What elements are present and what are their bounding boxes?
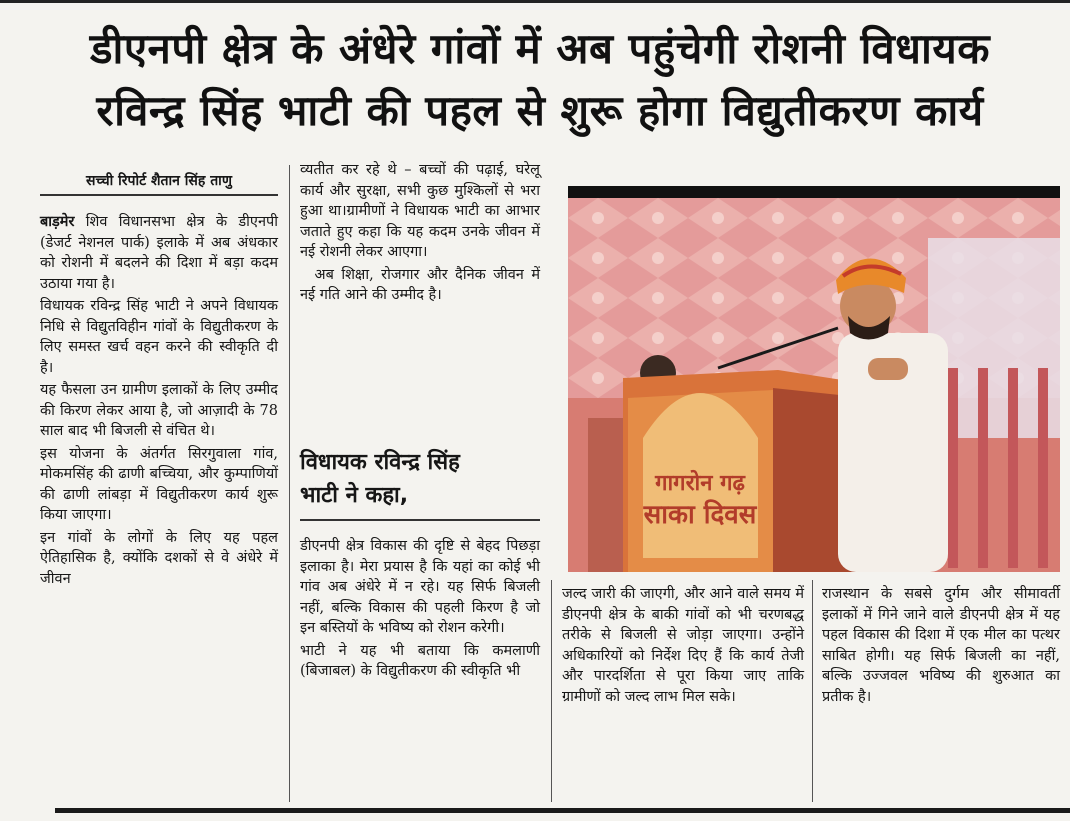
bottom-rule <box>55 808 1070 813</box>
column-divider-3 <box>812 580 813 802</box>
photo-illustration <box>568 198 1060 572</box>
col2-para-1: व्यतीत कर रहे थे – बच्चों की पढ़ाई, घरेलू कार्य और सुरक्षा, सभी कुछ मुश्किलों से भरा हुआ था।ग्रामीणों ने विधायक भाटी का आभार जताते हुए कहा कि यह कदम उनके जीवन में नई रोशनी लेकर आएगा। <box>300 162 540 260</box>
top-rule <box>0 0 1070 3</box>
subheading-rule <box>300 519 540 521</box>
subheading-line-2: भाटी ने कहा, <box>300 483 409 508</box>
news-photo <box>568 186 1060 572</box>
col2-para-2: अब शिक्षा, रोजगार और दैनिक जीवन में नई गति आने की उम्मीद है। <box>300 266 540 303</box>
column-4 <box>822 584 1060 709</box>
col2-para-4: भाटी ने यह भी बताया कि कमलाणी (बिजाबल) के विद्युतीकरण की स्वीकृति भी <box>300 642 540 679</box>
column-divider-2 <box>551 580 552 802</box>
headline-line-2: रविन्द्र सिंह भाटी की पहल से शुरू होगा विद्युतीकरण कार्य <box>96 86 984 135</box>
dateline: बाड़मेर <box>40 213 75 230</box>
subheading-line-1: विधायक रविन्द्र सिंह <box>300 450 460 475</box>
column-2-bottom <box>300 536 540 684</box>
subheading <box>300 446 540 512</box>
col3-para-1: जल्द जारी की जाएगी, और आने वाले समय में डीएनपी क्षेत्र के बाकी गांवों को भी चरणबद्ध तरीके से बिजली से जोड़ा जाएगा। उन्होंने अधिकारियों को निर्देश दिए हैं कि कार्य तेजी और पारदर्शिता से पूरा किया जाए ताकि ग्रामीणों को जल्द लाभ मिल सके। <box>562 586 804 705</box>
col1-para-1-text: शिव विधानसभा क्षेत्र के डीएनपी (डेजर्ट नेशनल पार्क) इलाके में अब अंधकार को रोशनी में बदलने की दिशा में बड़ा कदम उठाया गया है। <box>40 214 278 292</box>
headline-line-1: डीएनपी क्षेत्र के अंधेरे गांवों में अब पहुंचेगी रोशनी विधायक <box>89 24 991 73</box>
byline-rule <box>40 194 278 196</box>
col1-para-3: यह फैसला उन ग्रामीण इलाकों के लिए उम्मीद की किरण लेकर आया है, जो आज़ादी के 78 साल बाद भी बिजली से वंचित थे। <box>40 382 278 439</box>
col1-para-2: विधायक रविन्द्र सिंह भाटी ने अपने विधायक निधि से विद्युतविहीन गांवों के विद्युतीकरण के लिए समस्त खर्च वहन करने की स्वीकृति दी है। <box>40 298 278 376</box>
col1-para-1 <box>40 212 278 294</box>
col1-para-5: इन गांवों के लोगों के लिए यह पहल ऐतिहासिक है, क्योंकि दशकों से वे अंधेरे में जीवन <box>40 529 278 587</box>
column-divider-1 <box>289 165 290 802</box>
col4-para-1: राजस्थान के सबसे दुर्गम और सीमावर्ती इलाकों में गिने जाने वाले डीएनपी क्षेत्र में यह पहल विकास की दिशा में एक मील का पत्थर साबित होगी। यह सिर्फ बिजली का नहीं, बल्कि उज्जवल भविष्य की शुरुआत का प्रतीक है। <box>822 586 1060 705</box>
col1-para-4: इस योजना के अंतर्गत सिरगुवाला गांव, मोकमसिंह की ढाणी बच्चिया, और कुम्पाणियों की ढाणी लांबड़ा में विद्युतीकरण कार्य शुरू किया जाएगा। <box>40 445 278 523</box>
column-1 <box>40 212 278 591</box>
podium-banner-line-2: साका दिवस <box>643 500 757 530</box>
podium-banner-line-1: गागरोन गढ़ <box>655 471 745 496</box>
column-2-top <box>300 160 540 308</box>
col2-para-3: डीएनपी क्षेत्र विकास की दृष्टि से बेहद पिछड़ा इलाका है। मेरा प्रयास है कि यहां का कोई भी गांव अब अंधेरे में न रहे। यह सिर्फ बिजली नहीं, बल्कि विकास की पहली किरण है जो इन बस्तियों के भविष्य को रोशन करेगी। <box>300 538 540 636</box>
column-3 <box>562 584 804 709</box>
headline <box>20 18 1060 142</box>
byline: सच्ची रिपोर्ट शैतान सिंह ताणु <box>86 173 232 189</box>
